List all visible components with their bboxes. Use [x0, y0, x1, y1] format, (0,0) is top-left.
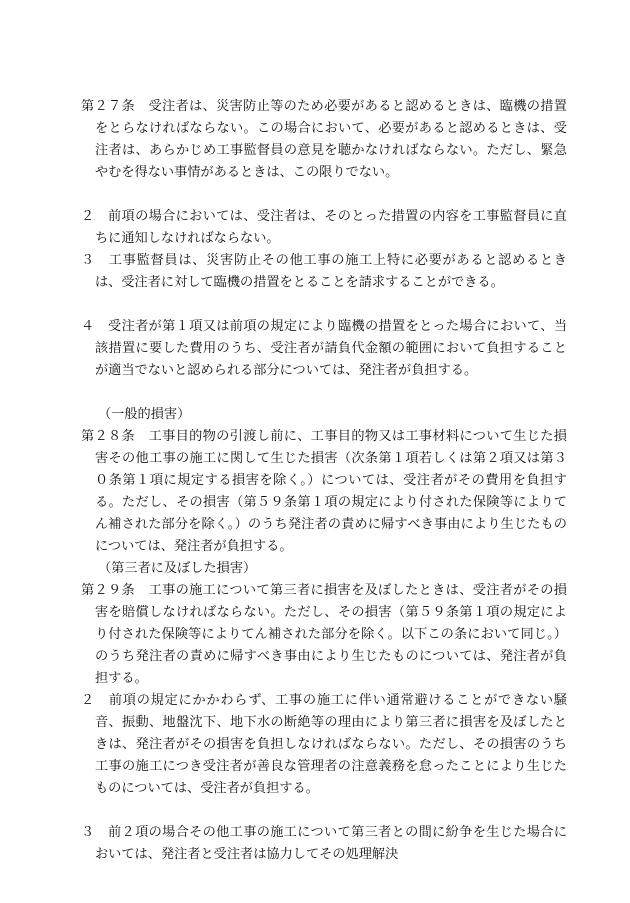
article-27-clause-2: ２ 前項の場合においては、受注者は、そのとった措置の内容を工事監督員に直ちに通知しなければならない。 [81, 209, 567, 247]
article-27: 第２７条 受注者は、災害防止等のため必要があると認めるときは、臨機の措置をとらなければならない。この場合において、必要があると認めるときは、受注者は、あらかじめ工事監督員の意見を聴かなければならない。ただし、緊急やむを得ない事情があるときは、この限りでない。 [81, 99, 567, 181]
section-heading-third-party-damage: （第三者に及ぼした損害） [98, 561, 257, 576]
article-28: 第２８条 工事目的物の引渡し前に、工事目的物又は工事材料について生じた損害その他工事の施工に関して生じた損害（次条第１項若しくは第２項又は第３０条第１項に規定する損害を除く。）については、受注者がその費用を負担する。ただし、その損害（第５９条第１項の規定により付された保険等によりてん補された部分を除く。）のうち発注者の責めに帰すべき事由により生じたものについては、発注者が負担する。 [81, 429, 567, 555]
article-27-clause-3: ３ 工事監督員は、災害防止その他工事の施工上特に必要があると認めるときは、受注者に対して臨機の措置をとることを請求することができる。 [81, 253, 567, 291]
article-29-clause-3: ３ 前２項の場合その他工事の施工について第三者との間に紛争を生じた場合においては、発注者と受注者は協力してその処理解決 [81, 825, 567, 863]
article-29: 第２９条 工事の施工について第三者に損害を及ぼしたときは、受注者がその損害を賠償しなければならない。ただし、その損害（第５９条第１項の規定により付された保険等によりてん補された部分を除く。以下この条において同じ。）のうち発注者の責めに帰すべき事由により生じたものについては、発注者が負担する。 [81, 583, 567, 687]
article-27-clause-4: ４ 受注者が第１項又は前項の規定により臨機の措置をとった場合において、当該措置に要した費用のうち、受注者が請負代金額の範囲において負担することが適当でないと認められる部分については、発注者が負担する。 [81, 319, 567, 379]
article-29-clause-2: ２ 前項の規定にかかわらず、工事の施工に伴い通常避けることができない騒音、振動、地盤沈下、地下水の断絶等の理由により第三者に損害を及ぼしたときは、発注者がその損害を負担しなければならない。ただし、その損害のうち工事の施工につき受注者が善良な管理者の注意義務を怠ったことにより生じたものについては、受注者が負担する。 [81, 693, 567, 797]
section-heading-general-damage: （一般的損害） [98, 407, 191, 422]
